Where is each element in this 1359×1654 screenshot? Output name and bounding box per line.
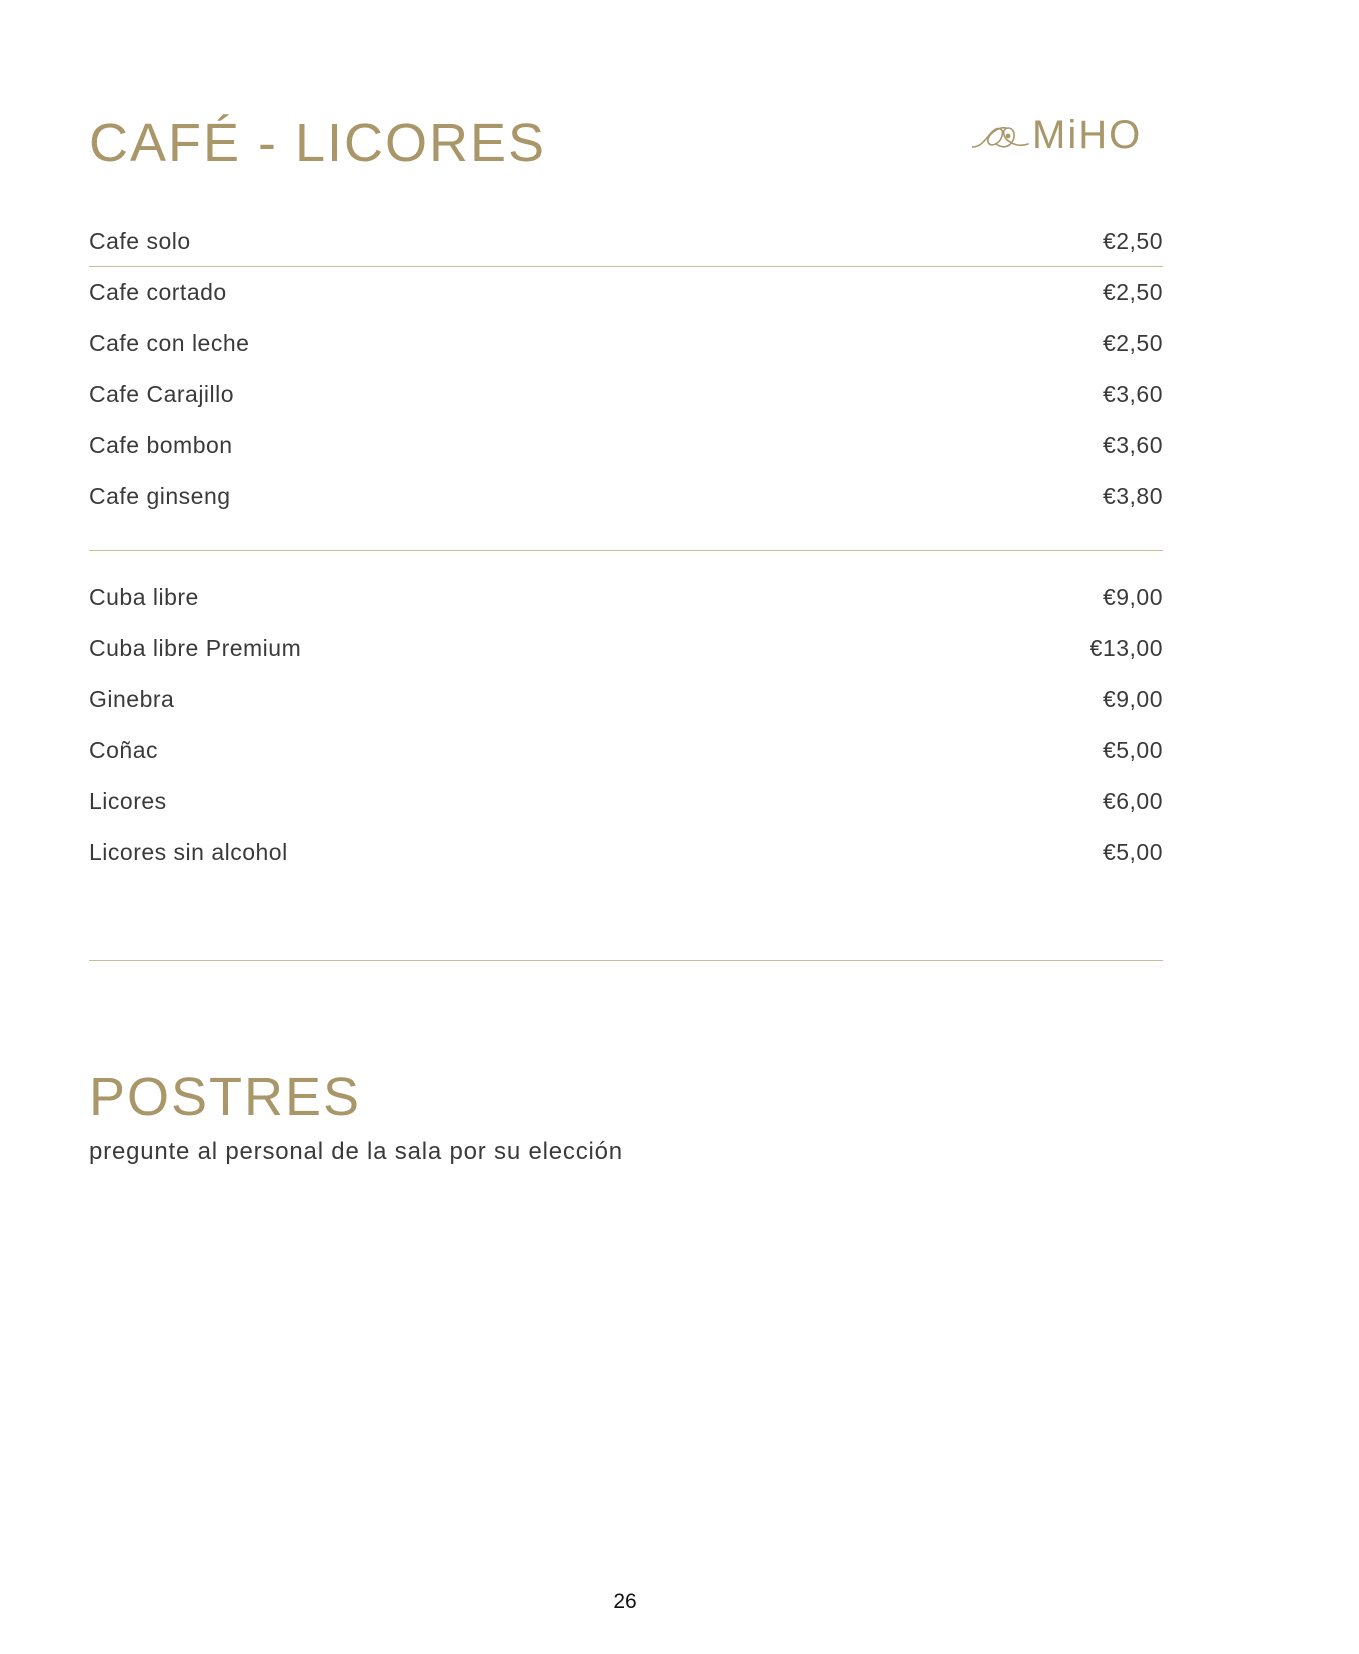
- item-price: €13,00: [1089, 634, 1163, 661]
- item-price: €2,50: [1102, 329, 1163, 356]
- item-name: Ginebra: [89, 685, 175, 712]
- menu-item: [89, 786, 1163, 816]
- item-name: Cafe cortado: [89, 278, 227, 305]
- menu-item: [89, 582, 1163, 612]
- item-name: Licores sin alcohol: [89, 838, 288, 865]
- menu-item: [89, 430, 1163, 460]
- menu-item: [89, 277, 1163, 307]
- item-name: Cuba libre: [89, 583, 199, 610]
- menu-item: [89, 684, 1163, 714]
- item-price: €2,50: [1102, 227, 1163, 254]
- item-name: Cafe con leche: [89, 329, 250, 356]
- page-number: 26: [613, 1590, 637, 1613]
- menu-item: [89, 379, 1163, 409]
- item-price: €3,60: [1102, 380, 1163, 407]
- menu-item: [89, 328, 1163, 358]
- menu-item: [89, 481, 1163, 511]
- item-price: €5,00: [1102, 736, 1163, 763]
- item-name: Coñac: [89, 736, 158, 763]
- item-name: Cuba libre Premium: [89, 634, 302, 661]
- divider: [89, 266, 1163, 267]
- page-title: CAFÉ - LICORES: [89, 113, 547, 173]
- item-price: €9,00: [1102, 685, 1163, 712]
- item-price: €5,00: [1102, 838, 1163, 865]
- item-name: Licores: [89, 787, 167, 814]
- desserts-title: POSTRES: [89, 1067, 362, 1127]
- item-name: Cafe ginseng: [89, 482, 231, 509]
- menu-item: [89, 735, 1163, 765]
- item-price: €2,50: [1102, 278, 1163, 305]
- menu-item: [89, 226, 1163, 256]
- desserts-subtitle: pregunte al personal de la sala por su elección: [89, 1138, 623, 1165]
- item-name: Cafe Carajillo: [89, 380, 235, 407]
- section-divider: [89, 960, 1163, 961]
- item-name: Cafe bombon: [89, 431, 233, 458]
- section-divider: [89, 550, 1163, 551]
- item-price: €6,00: [1102, 787, 1163, 814]
- item-price: €3,60: [1102, 431, 1163, 458]
- miho-logo: [972, 114, 1164, 160]
- menu-item: [89, 633, 1163, 663]
- menu-item: [89, 837, 1163, 867]
- item-name: Cafe solo: [89, 227, 191, 254]
- item-price: €9,00: [1102, 583, 1163, 610]
- item-price: €3,80: [1102, 482, 1163, 509]
- svg-text:MiHO: MiHO: [1032, 114, 1143, 157]
